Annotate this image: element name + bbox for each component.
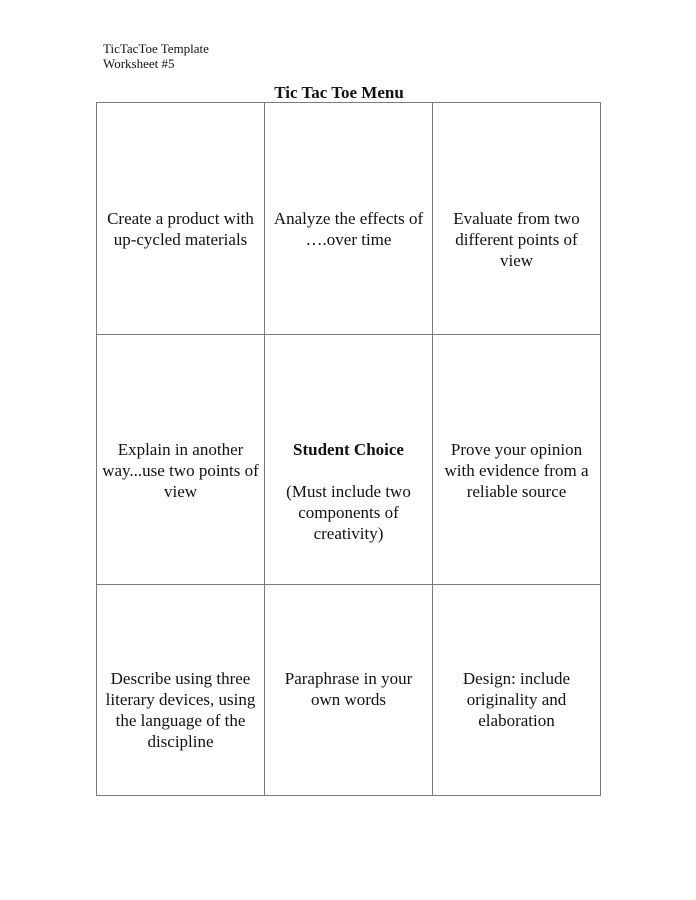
grid-cell-2-2 [265,335,433,585]
grid-row-2 [97,335,601,585]
grid-cell-1-2 [265,103,433,335]
cell-text: Paraphrase in your own words [284,669,413,709]
grid-row-3 [97,585,601,796]
grid-row-1 [97,103,601,335]
page-title [0,83,696,103]
grid-cell-1-3 [433,103,601,335]
tic-tac-toe-grid [96,102,601,796]
cell-text: (Must include two components of creativity) [286,482,411,543]
grid-cell-3-2 [265,585,433,796]
cell-text: Evaluate from two different points of view [453,209,580,270]
grid-cell-1-1 [97,103,265,335]
cell-text: Explain in another way...use two points of view [102,440,259,501]
cell-spacer [269,460,428,481]
grid-cell-2-1 [97,335,265,585]
cell-heading: Student Choice [293,440,404,459]
grid-cell-3-1 [97,585,265,796]
grid-cell-2-3 [433,335,601,585]
page-title-text: Tic Tac Toe Menu [274,83,404,102]
cell-text: Analyze the effects of ….over time [273,209,424,249]
grid-cell-3-3 [433,585,601,796]
cell-text: Create a product with up-cycled materials [107,209,254,249]
document-header [103,41,209,71]
cell-content [269,439,428,544]
header-worksheet-number: Worksheet #5 [103,56,175,71]
header-template-name: TicTacToe Template [103,41,209,56]
cell-text: Describe using three literary devices, using the language of the discipline [105,669,256,751]
cell-text: Design: include originality and elaboration [462,669,571,730]
cell-text: Prove your opinion with evidence from a reliable source [444,440,589,501]
